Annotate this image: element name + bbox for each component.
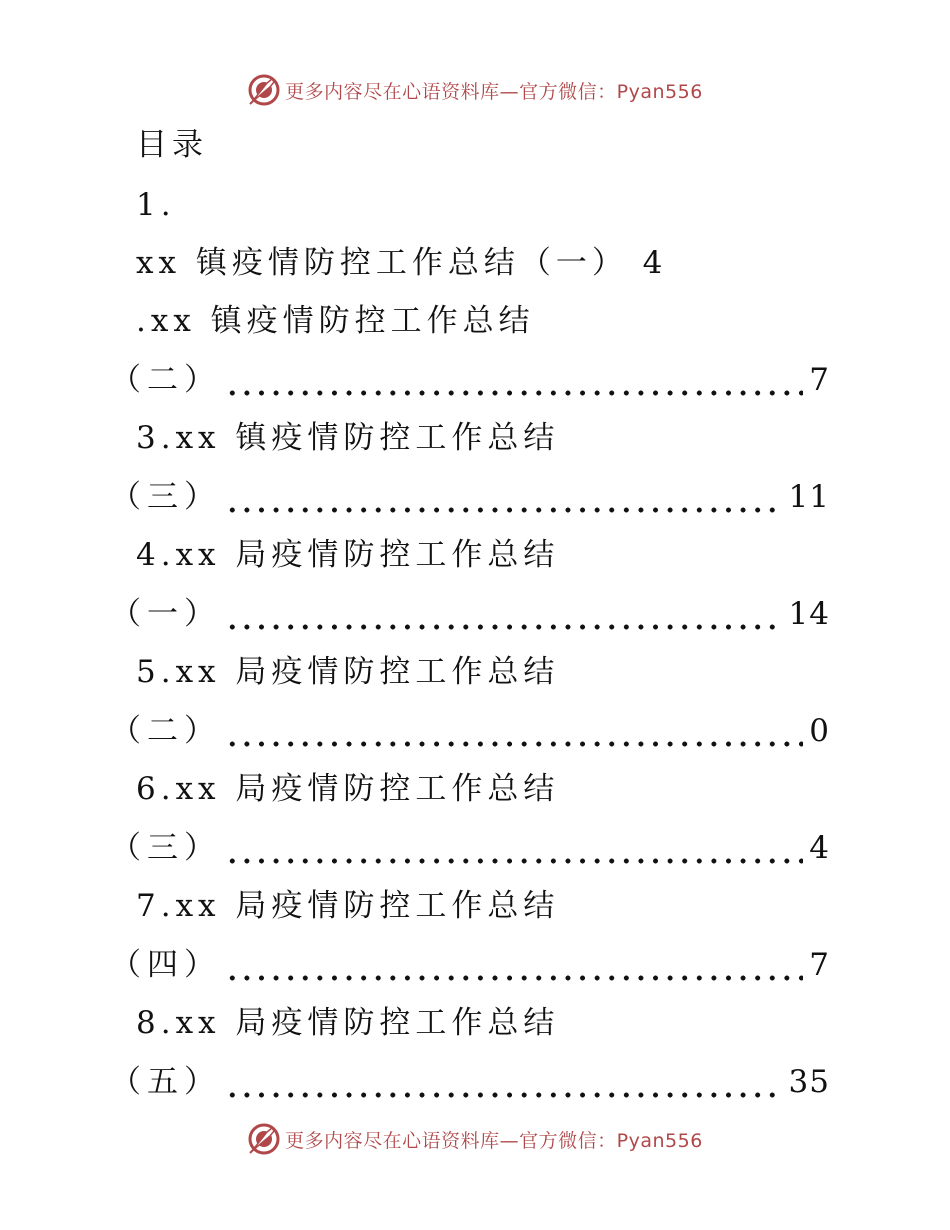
toc-entry-1-prefix: 1. <box>136 187 176 223</box>
toc-entry-1-title: xx 镇疫情防控工作总结（一） 4 <box>136 245 668 281</box>
toc-entry-2-leader <box>110 360 830 400</box>
dot-leader <box>225 945 803 985</box>
toc-entry-3-sub: （三） <box>110 479 221 515</box>
toc-entry-7-page: 7 <box>809 947 830 983</box>
dot-leader <box>225 1062 783 1102</box>
watermark-text: 更多内容尽在心语资料库—官方微信：Pyan556 <box>285 80 703 103</box>
dot-leader <box>225 360 803 400</box>
toc-entry-8-leader <box>110 1062 830 1102</box>
pen-circle-logo <box>247 1122 281 1156</box>
watermark-text: 更多内容尽在心语资料库—官方微信：Pyan556 <box>285 1129 703 1152</box>
dot-leader <box>225 594 783 634</box>
toc-entry-8-page: 35 <box>788 1064 830 1100</box>
toc-entry-7-sub: （四） <box>110 947 221 983</box>
toc-entry-4-title: 4.xx 局疫情防控工作总结 <box>136 537 560 573</box>
toc-entry-8-title: 8.xx 局疫情防控工作总结 <box>136 1005 560 1041</box>
toc-entry-6-sub: （三） <box>110 830 221 866</box>
toc-entry-5-leader <box>110 711 830 751</box>
toc-entry-3-leader <box>110 477 830 517</box>
toc-entry-5-page: 0 <box>809 713 830 749</box>
toc-entry-7-title: 7.xx 局疫情防控工作总结 <box>136 888 560 924</box>
toc-entry-2-sub: （二） <box>110 362 221 398</box>
toc-entry-7-leader <box>110 945 830 985</box>
dot-leader <box>225 828 803 868</box>
dot-leader <box>225 477 783 517</box>
toc-entry-2-page: 7 <box>809 362 830 398</box>
toc-entry-4-leader <box>110 594 830 634</box>
toc-entry-4-page: 14 <box>788 596 830 632</box>
toc-entry-3-title: 3.xx 镇疫情防控工作总结 <box>136 420 560 456</box>
watermark-top <box>0 70 950 110</box>
toc-entry-6-page: 4 <box>809 830 830 866</box>
toc-entry-6-leader <box>110 828 830 868</box>
toc-entry-6-title: 6.xx 局疫情防控工作总结 <box>136 771 560 807</box>
toc-entry-8-sub: （五） <box>110 1064 221 1100</box>
toc-entry-5-title: 5.xx 局疫情防控工作总结 <box>136 654 560 690</box>
dot-leader <box>225 711 803 751</box>
toc-entry-4-sub: （一） <box>110 596 221 632</box>
toc-heading: 目录 <box>136 127 208 163</box>
toc-entry-5-sub: （二） <box>110 713 221 749</box>
pen-circle-logo <box>247 73 281 107</box>
toc-entry-2-title: .xx 镇疫情防控工作总结 <box>136 303 535 339</box>
toc-entry-3-page: 11 <box>788 479 830 515</box>
watermark-bottom <box>0 1119 950 1159</box>
